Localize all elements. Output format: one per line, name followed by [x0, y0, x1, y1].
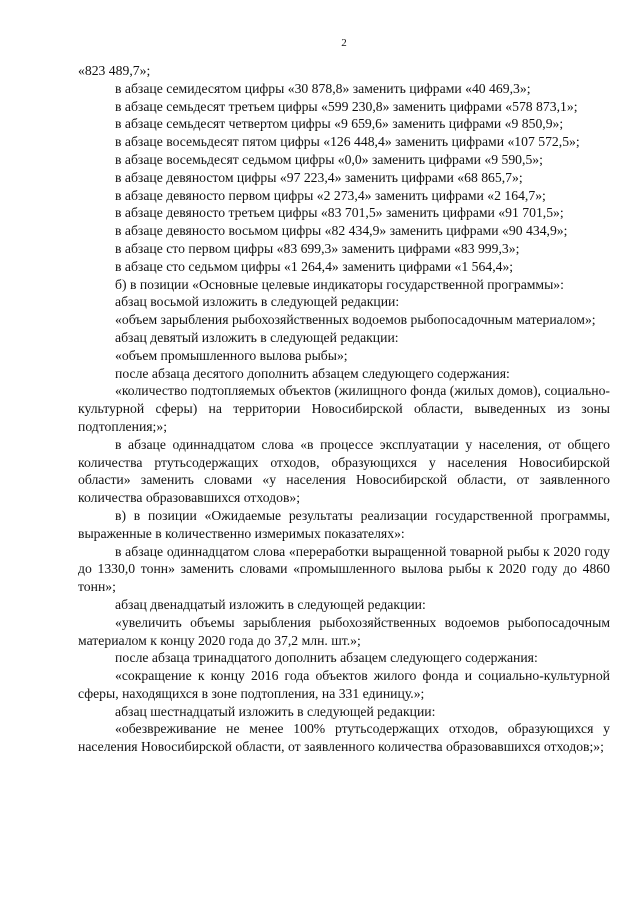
paragraph: абзац двенадцатый изложить в следующей редакции: [115, 596, 426, 612]
paragraph: в абзаце девяносто первом цифры «2 273,4» заменить цифрами «2 164,7»; [115, 187, 546, 203]
document-page [78, 36, 610, 756]
paragraph: «количество подтопляемых объектов (жилищного фонда (жилых домов), социально-культурной сферы) на территории Новосибирской области, выведенных из зоны подтопления;»; [78, 383, 610, 434]
paragraph: в абзаце сто седьмом цифры «1 264,4» заменить цифрами «1 564,4»; [115, 258, 514, 274]
document-body [78, 62, 610, 756]
paragraph: «сокращение к концу 2016 года объектов жилого фонда и социально-культурной сферы, находящихся в зоне подтопления, на 331 единицу.»; [78, 668, 610, 701]
paragraph: в абзаце восемьдесят пятом цифры «126 448,4» заменить цифрами «107 572,5»; [115, 134, 580, 150]
paragraph: в абзаце сто первом цифры «83 699,3» заменить цифрами «83 999,3»; [115, 240, 520, 256]
paragraph: в абзаце одиннадцатом слова «переработки выращенной товарной рыбы к 2020 году до 1330,0 тонн» заменить словами «промышленного вылова рыбы к 2020 году до 4860 тонн»; [78, 543, 610, 595]
paragraph: «увеличить объемы зарыбления рыбохозяйственных водоемов рыбопосадочным материалом к концу 2020 года до 37,2 млн. шт.»; [78, 614, 610, 648]
paragraph: в абзаце девяносто восьмом цифры «82 434,9» заменить цифрами «90 434,9»; [115, 223, 568, 239]
paragraph: «объем зарыбления рыбохозяйственных водоемов рыбопосадочным материалом»; [115, 312, 596, 328]
paragraph: «823 489,7»; [78, 63, 151, 78]
paragraph: после абзаца десятого дополнить абзацем следующего содержания: [115, 365, 510, 381]
paragraph: в абзаце семидесятом цифры «30 878,8» заменить цифрами «40 469,3»; [115, 80, 531, 96]
paragraph: в абзаце одиннадцатом слова «в процессе эксплуатации у населения, от общего количества ртутьсодержащих отходов, образующихся у населения Новосибирской области» заменить словами «у населения Новосибирской области, от заявленного количества образовавшихся отходов»; [78, 436, 610, 506]
paragraph: в абзаце семьдесят третьем цифры «599 230,8» заменить цифрами «578 873,1»; [115, 98, 578, 114]
page-number: 2 [341, 37, 347, 49]
paragraph: абзац шестнадцатый изложить в следующей редакции: [115, 703, 436, 719]
paragraph: в) в позиции «Ожидаемые результаты реализации государственной программы, выраженные в количественно измеримых показателях»: [78, 507, 610, 541]
paragraph: в абзаце семьдесят четвертом цифры «9 659,6» заменить цифрами «9 850,9»; [115, 116, 564, 132]
paragraph: в абзаце девяностом цифры «97 223,4» заменить цифрами «68 865,7»; [115, 169, 523, 185]
paragraph: абзац восьмой изложить в следующей редакции: [115, 294, 400, 310]
paragraph: «обезвреживание не менее 100% ртутьсодержащих отходов, образующихся у населения Новосибирской области, от заявленного количества образовавшихся отходов;»; [78, 721, 610, 755]
paragraph: в абзаце восемьдесят седьмом цифры «0,0» заменить цифрами «9 590,5»; [115, 151, 543, 167]
paragraph: после абзаца тринадцатого дополнить абзацем следующего содержания: [115, 650, 538, 666]
paragraph: «объем промышленного вылова рыбы»; [115, 347, 348, 363]
paragraph: абзац девятый изложить в следующей редакции: [115, 329, 399, 345]
paragraph: в абзаце девяносто третьем цифры «83 701,5» заменить цифрами «91 701,5»; [115, 205, 564, 221]
paragraph: б) в позиции «Основные целевые индикаторы государственной программы»: [115, 276, 564, 292]
